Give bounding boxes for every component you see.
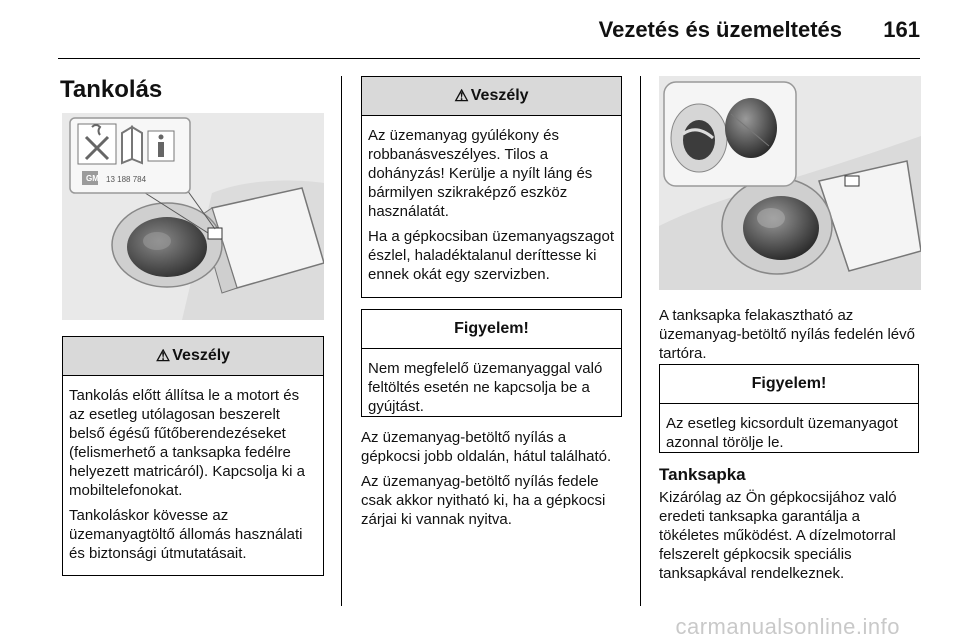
tanksapka-heading: Tanksapka — [659, 465, 746, 484]
danger-box-flammable — [361, 76, 622, 298]
caution-box-fuel-type — [361, 309, 622, 417]
fuel-cap-holder-svg — [659, 76, 921, 290]
section-title: Tankolás — [60, 76, 163, 103]
danger-box-heading-text: Veszély — [172, 347, 231, 364]
caution-box-heading: Figyelem! — [660, 365, 918, 404]
watermark-text: carmanualsonline.info — [675, 614, 900, 639]
danger-paragraph: Ha a gépkocsiban üzemanyagszagot észlel, haladéktalanul deríttesse ki ennek okát egy szervizben. — [368, 228, 614, 283]
danger-paragraph: Az üzemanyag gyúlékony és robbanásveszélyes. Tilos a dohányzás! Kerülje a nyílt láng és bármilyen szikraképző eszköz használatát. — [368, 127, 593, 220]
warning-triangle-icon: ⚠ — [155, 348, 171, 365]
running-header-title: Vezetés és üzemeltetés — [598, 17, 842, 42]
danger-box-heading — [63, 337, 323, 376]
tanksapka-text — [659, 488, 924, 589]
fuel-door-sticker-illustration — [62, 113, 324, 320]
danger-paragraph: Tankolás előtt állítsa le a motort és az esetleg utólagosan beszerelt belső égésű fűtőberendezéseket (felismerhető a tanksapka fedélre helyezett matricáról). Kapcsolja ki a mobiltelefonokat. — [69, 387, 305, 499]
danger-box-body — [63, 376, 323, 563]
danger-box-heading — [362, 77, 621, 116]
caution-box-spill — [659, 364, 919, 453]
page-number: 161 — [883, 17, 920, 42]
warning-triangle-icon: ⚠ — [454, 88, 469, 105]
caution-box-heading: Figyelem! — [362, 310, 621, 349]
caution-paragraph: Az esetleg kicsordult üzemanyagot azonnal törölje le. — [666, 415, 898, 451]
gm-badge: GM — [86, 174, 99, 183]
danger-paragraph: Tankoláskor kövesse az üzemanyagtöltő állomás használati és biztonsági útmutatásait. — [69, 507, 303, 562]
body-paragraph: Az üzemanyag-betöltő nyílás a gépkocsi jobb oldalán, hátul található. — [361, 429, 612, 465]
column-divider-right — [640, 76, 641, 606]
body-paragraph: Kizárólag az Ön gépkocsijához való eredeti tanksapka garantálja a tökéletes működést. A dízelmotorral felszerelt gépkocsik speciális tanksapkával rendelkeznek. — [659, 489, 897, 582]
header-rule — [58, 58, 920, 59]
caution-paragraph: Nem megfelelő üzemanyaggal való feltöltés esetén ne kapcsolja be a gyújtást. — [368, 360, 603, 415]
fuel-cap-holder-illustration — [659, 76, 921, 290]
danger-box-heading-text: Veszély — [470, 87, 529, 104]
label-code: 13 188 784 — [106, 175, 147, 184]
caution-box-body — [362, 349, 621, 416]
cap-holder-text — [659, 306, 924, 369]
caution-box-body — [660, 404, 918, 452]
filler-location-text — [361, 428, 626, 535]
column-divider-left — [341, 76, 342, 606]
danger-box-body — [362, 116, 621, 284]
fuel-door-sticker-svg — [62, 113, 324, 320]
danger-box-refueling — [62, 336, 324, 576]
body-paragraph: Az üzemanyag-betöltő nyílás fedele csak akkor nyitható ki, ha a gépkocsi zárjai ki vannak nyitva. — [361, 473, 606, 528]
body-paragraph: A tanksapka felakasztható az üzemanyag-betöltő nyílás fedelén lévő tartóra. — [659, 307, 915, 362]
